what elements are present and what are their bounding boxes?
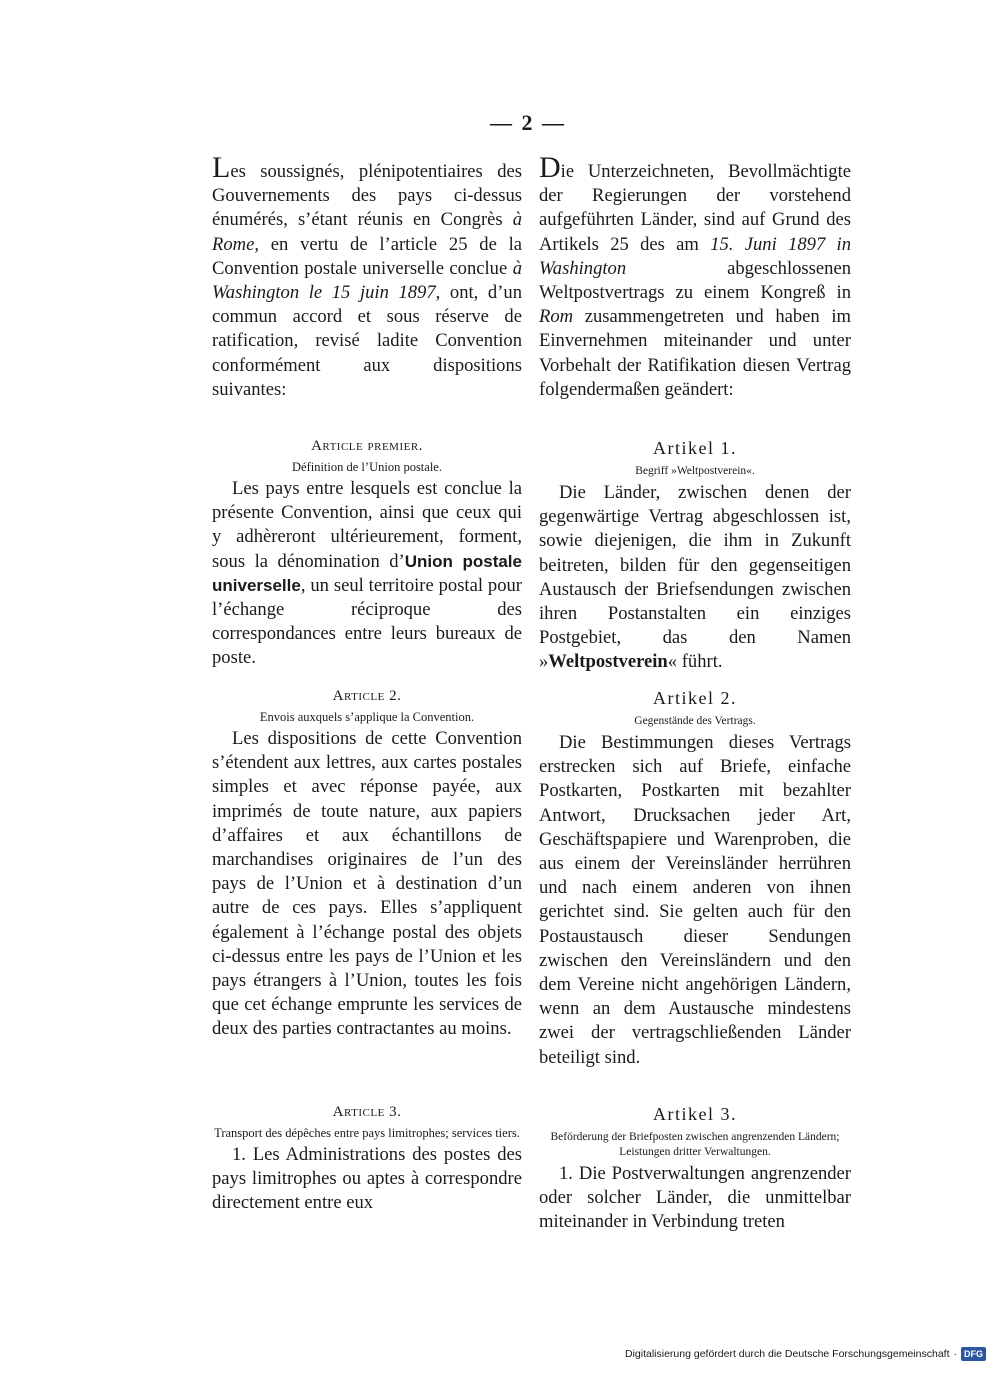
text-run: Die Unterzeichneten, Bevollmächtigte der Regierungen der vorstehend aufgeführten Länder, sind auf Grund des Artikels 25 des am xyxy=(539,151,851,255)
text-run: , en vertu de l’article 25 de la Convention postale universelle conclue xyxy=(212,233,522,279)
dfg-logo: DFG xyxy=(961,1347,986,1361)
article-text: 1. Les Administrations des postes des pays limitrophes ou aptes à correspondre directement entre eux xyxy=(212,1144,522,1214)
article-subheading: Transport des dépêches entre pays limitrophes; services tiers. xyxy=(214,1126,520,1140)
union-name: Weltpostverein xyxy=(548,651,668,673)
article-heading: Artikel 1. xyxy=(653,438,737,458)
place-rome: Rom xyxy=(539,306,574,328)
article-subheading: Gegenstände des Vertrags. xyxy=(634,715,756,727)
footer-credit: Digitalisierung gefördert durch die Deutsche Forschungsgemeinschaft · DFG xyxy=(625,1347,986,1361)
text-run: Les pays entre lesquels est conclue la présente Convention, ainsi que ceux qui y adhèreront ultérieurement, forment, sous la dénomination d’ xyxy=(212,478,522,572)
text-run: « führt. xyxy=(667,651,723,673)
french-article-1 xyxy=(212,438,522,671)
article-subheading: Envois auxquels s’applique la Convention. xyxy=(259,710,475,724)
french-article-2 xyxy=(212,688,522,1042)
article-heading: Article premier. xyxy=(311,438,423,454)
german-article-2 xyxy=(539,688,851,1070)
footer-text: Digitalisierung gefördert durch die Deutsche Forschungsgemeinschaft xyxy=(624,1348,950,1360)
article-subheading: Begriff »Weltpostverein«. xyxy=(635,465,755,477)
article-text xyxy=(539,481,851,675)
article-heading: Article 2. xyxy=(332,688,402,704)
article-text: Les dispositions de cette Convention s’étendent aux lettres, aux cartes postales simples et avec réponse payée, aux imprimés de toute nature, aux papiers d’affaires et aux échantillons de marchandises originaires de l’un des pays de l’Union et à destination d’un autre de ces pays. Elles s’appliquent également à l’échange postal des objets ci-dessus entre les pays de l’Union et les pays étrangers à l’Union, toutes les fois que cet échange emprunte les services de deux des parties contractantes au moins. xyxy=(212,728,522,1040)
german-intro-paragraph xyxy=(539,151,852,402)
place-rome: à Rome xyxy=(212,209,522,255)
german-article-1 xyxy=(539,438,851,675)
text-run: Les soussignés, plénipotentiaires des Gouvernements des pays ci-dessus énumérés, s’étant réunis en Congrès xyxy=(212,151,522,231)
article-heading: Article 3. xyxy=(332,1104,402,1120)
french-article-3 xyxy=(212,1104,522,1216)
text-run: , ont, d’un commun accord et sous réserve de ratification, revisé ladite Convention conformément aux dispositions suivantes: xyxy=(212,282,522,400)
french-intro-paragraph xyxy=(212,151,522,402)
text-run: abgeschlossenen Weltpostvertrags zu einem Kongreß in xyxy=(539,257,851,304)
text-run: Die Länder, zwischen denen der gegenwärtige Vertrag abgeschlossen ist, sowie diejenigen, die ihm in Zukunft beitreten, bilden für den gegenseitigen Austausch der Briefsendungen zwischen ihren Postanstalten ein einziges Postgebiet, das den Namen » xyxy=(539,482,851,673)
place-date-washington: 15. Juni 1897 in Washington xyxy=(539,233,852,279)
article-heading: Artikel 2. xyxy=(653,688,737,708)
article-heading: Artikel 3. xyxy=(653,1104,737,1124)
french-intro xyxy=(212,151,522,402)
text-run: zusammengetreten und haben im Einvernehmen miteinander und unter Vorbehalt der Ratifikation diesen Vertrag folgendermaßen geändert: xyxy=(539,306,851,400)
german-intro xyxy=(539,151,852,402)
article-subheading: Définition de l’Union postale. xyxy=(292,460,442,474)
article-text: 1. Die Postverwaltungen angrenzender oder solcher Länder, die unmittelbar miteinander in Verbindung treten xyxy=(539,1163,851,1233)
union-name: Union postale universelle xyxy=(212,551,522,595)
page-number: — 2 — xyxy=(490,110,566,135)
article-subheading: Beförderung der Briefposten zwischen angrenzenden Ländern; Leistungen dritter Verwaltungen. xyxy=(550,1131,840,1158)
text-run: , un seul territoire postal pour l’échange réciproque des correspondances entre leurs bureaux de poste. xyxy=(212,574,522,669)
article-text xyxy=(212,477,522,671)
article-text: Die Bestimmungen dieses Vertrags erstrecken sich auf Briefe, einfache Postkarten, Postkarten mit bezahlter Antwort, Drucksachen jeder Art, Geschäftspapiere und Warenproben, die aus einem der Vereinsländer herrühren und nach einem anderen von ihnen gerichtet sind. Sie gelten auch für den Postaustausch dieser Sendungen zwischen den Vereinsländern und den dem Vereine nicht angehörigen Ländern, wenn an dem Austausche mindestens zwei der vertragschließenden Länder beteiligt sind. xyxy=(539,732,851,1068)
german-article-3 xyxy=(539,1104,851,1235)
place-date-washington: à Washington le 15 juin 1897 xyxy=(212,257,522,304)
